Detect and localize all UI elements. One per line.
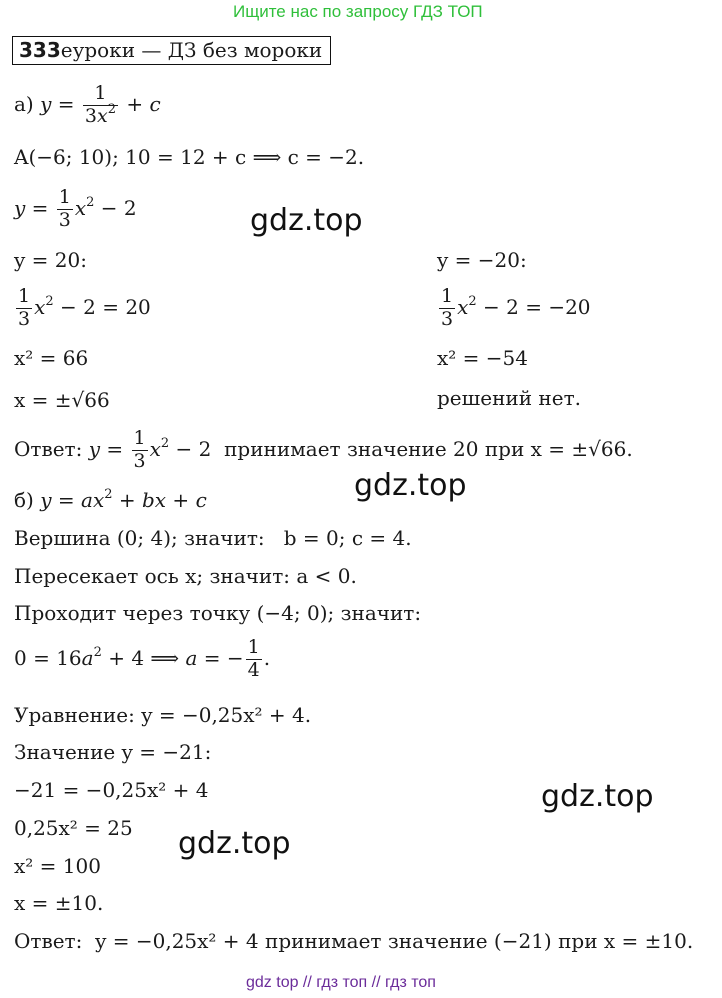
case2-result: решений нет. bbox=[437, 386, 582, 410]
case1-equation: $\frac{1}{3}$ $x^2 - 2 = 20$ bbox=[18, 285, 151, 330]
answer-text: принимает значение 20 при bbox=[224, 436, 525, 461]
value-condition: Значение y = −21: bbox=[14, 740, 212, 764]
case2-condition: y = −20: bbox=[437, 248, 527, 272]
part-b-formula: б) $y = ax^2$ + bx + c bbox=[14, 487, 207, 512]
part-a-label: а) bbox=[14, 91, 34, 116]
task-header bbox=[12, 36, 331, 65]
step-2: 0,25x² = 25 bbox=[14, 816, 133, 840]
answer-text: y = −0,25x² + 4 принимает значение (−21) при x = ±10. bbox=[95, 929, 694, 953]
part-b-label: б) bbox=[14, 488, 34, 512]
coefficient-equation: $0 = 16a^2 + 4$ ⟹ a = − $\frac{1}{4}$ . bbox=[14, 636, 271, 681]
part-a-answer: Ответ: y = $\frac{1}{3}$ $x^2 - 2$ принимает значение 20 при x = ±√66. bbox=[14, 427, 633, 472]
point-line: Проходит через точку (−4; 0); значит: bbox=[14, 601, 422, 625]
case2-step: x² = −54 bbox=[437, 346, 528, 370]
vertex-line bbox=[14, 528, 412, 548]
footer-links[interactable]: gdz top // гдз топ // гдз топ bbox=[246, 974, 436, 991]
step-4: x = ±10. bbox=[14, 891, 104, 915]
watermark: gdz.top bbox=[178, 826, 291, 861]
fraction: $\frac{1}{4}$ bbox=[247, 636, 260, 681]
axis-crossing-line: Пересекает ось x; значит: a < 0. bbox=[14, 564, 357, 588]
equation-line: Уравнение: y = −0,25x² + 4. bbox=[14, 703, 312, 727]
function-result: y = $\frac{1}{3}$ $x^2 - 2$ bbox=[14, 186, 137, 231]
fraction: $\frac{1}{3x^2}$ bbox=[84, 82, 116, 127]
watermark: gdz.top bbox=[250, 203, 363, 238]
answer-label: Ответ: bbox=[14, 436, 83, 461]
case1-result: x = ±√66 bbox=[14, 388, 110, 412]
fraction: $\frac{1}{3}$ bbox=[18, 285, 31, 330]
task-title: еуроки — ДЗ без мороки bbox=[60, 38, 323, 62]
case1-step: x² = 66 bbox=[14, 346, 89, 370]
step-1: −21 = −0,25x² + 4 bbox=[14, 778, 209, 802]
case1-condition: y = 20: bbox=[14, 248, 87, 272]
part-b-answer bbox=[14, 931, 693, 951]
answer-label: Ответ: bbox=[14, 929, 83, 953]
point-substitution: A(−6; 10); 10 = 12 + c ⟹ c = −2. bbox=[14, 145, 365, 169]
step-3: x² = 100 bbox=[14, 854, 101, 878]
fraction: $\frac{1}{3}$ bbox=[58, 186, 71, 231]
vertex-text: Вершина (0; 4); значит: bbox=[14, 526, 265, 550]
vertex-values: b = 0; c = 4. bbox=[283, 526, 412, 550]
watermark: gdz.top bbox=[354, 468, 467, 503]
fraction: $\frac{1}{3}$ bbox=[441, 285, 454, 330]
top-banner[interactable]: Ищите нас по запросу ГДЗ ТОП bbox=[233, 2, 483, 21]
answer-tail: x = ±√66. bbox=[530, 436, 633, 461]
case2-equation: $\frac{1}{3}$ $x^2 - 2 = -20$ bbox=[441, 285, 591, 330]
fraction: $\frac{1}{3}$ bbox=[133, 427, 146, 472]
watermark: gdz.top bbox=[541, 779, 654, 814]
task-number: 333 bbox=[19, 38, 61, 62]
part-a-formula: а) y = $\frac{1}{3x^2}$ + c bbox=[14, 82, 161, 127]
